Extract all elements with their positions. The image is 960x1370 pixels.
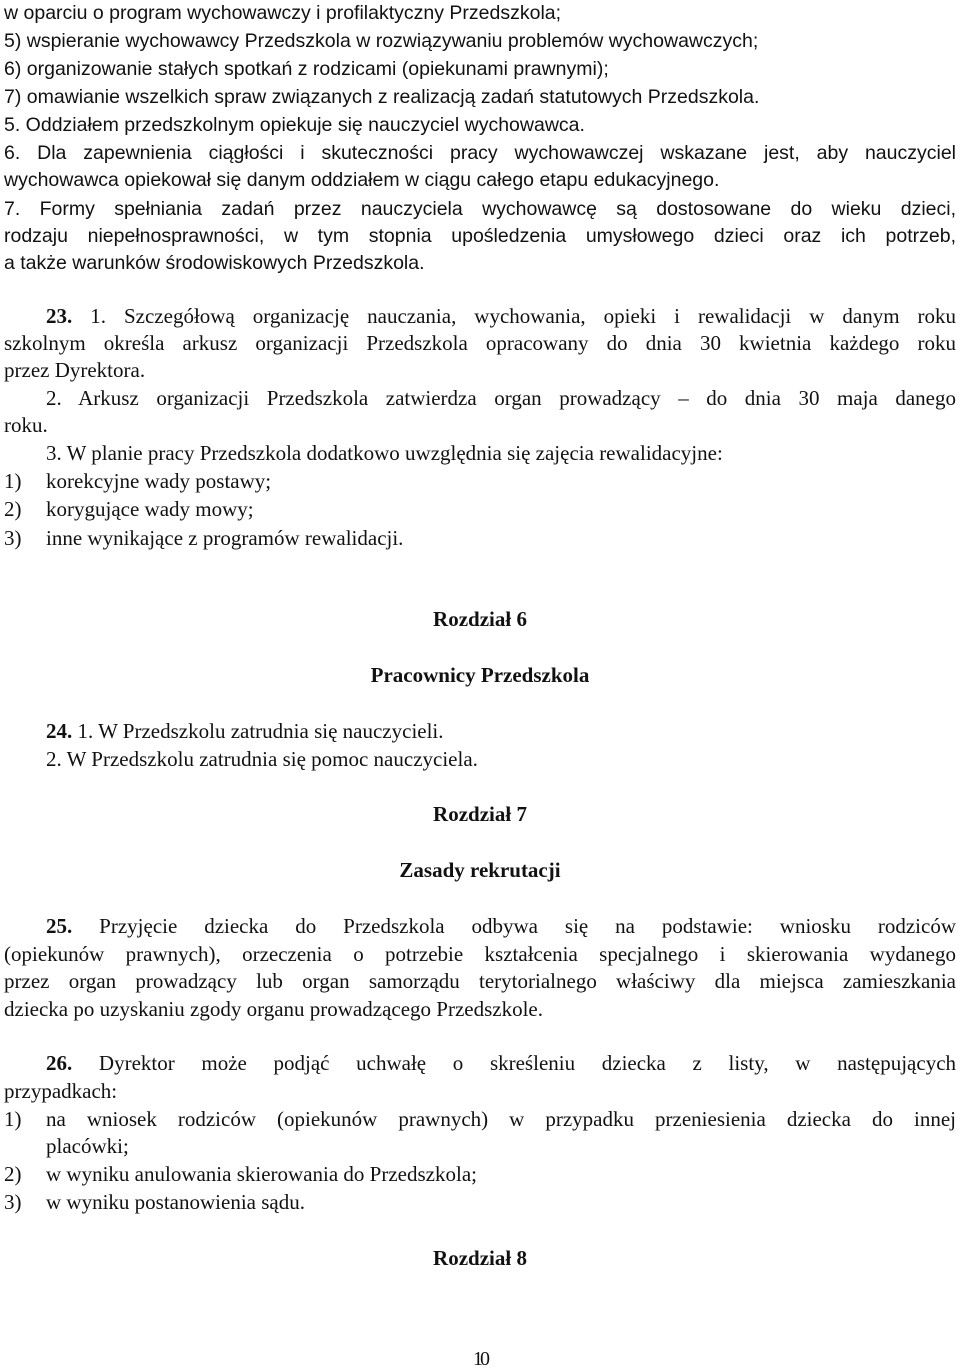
paragraph-text: Przyjęcie dziecka do Przedszkola odbywa się na podstawie: wniosku rodziców [99,914,956,938]
paragraph-23-line [4,385,956,411]
chapter-subtitle: Pracownicy Przedszkola [370,663,590,687]
list-item [4,1106,956,1132]
list-item [4,468,956,494]
paragraph-24-line [4,718,956,744]
paragraph-25-line: (opiekunów prawnych), orzeczenia o potrzebie kształcenia specjalnego i skierowania wydanego [4,942,956,966]
list-number: 2) [4,1162,22,1186]
text-line: 7. Formy spełniania zadań przez nauczyciela wychowawcę są dostosowane do wieku dzieci, [4,198,956,220]
text-line: 5. Oddziałem przedszkolnym opiekuje się nauczyciel wychowawca. [4,114,585,136]
paragraph-26-line [4,1050,956,1076]
paragraph-text: 3. W planie pracy Przedszkola dodatkowo uwzględnia się zajęcia rewalidacyjne: [46,441,723,465]
page-number: 10 [473,1348,487,1370]
paragraph-text: Dyrektor może podjąć uchwałę o skreśleniu dziecka z listy, w następujących [98,1051,957,1075]
paragraph-text: 1. Szczegółową organizację nauczania, wychowania, opieki i rewalidacji w danym roku [90,304,957,328]
list-text: korygujące wady mowy; [46,497,254,521]
list-number: 3) [4,526,22,550]
paragraph-23-line [4,440,956,466]
list-text: w wyniku postanowienia sądu. [46,1190,305,1214]
text-line: 6) organizowanie stałych spotkań z rodzicami (opiekunami prawnymi); [4,58,609,80]
list-item-continuation: placówki; [46,1134,129,1158]
paragraph-text: 2. W Przedszkolu zatrudnia się pomoc nauczyciela. [46,747,478,771]
paragraph-text: 1. W Przedszkolu zatrudnia się nauczycieli. [77,719,444,743]
paragraph-25-line: dziecka po uzyskaniu zgody organu prowadzącego Przedszkole. [4,997,543,1021]
text-line: rodzaju niepełnosprawności, w tym stopnia upośledzenia umysłowego dzieci oraz ich potrzeb, [4,225,956,247]
chapter-title: Rozdział 6 [433,607,527,631]
text-line: a także warunków środowiskowych Przedszkola. [4,252,425,274]
list-number: 3) [4,1190,22,1214]
list-text: korekcyjne wady postawy; [46,469,272,493]
text-line: 7) omawianie wszelkich spraw związanych z realizacją zadań statutowych Przedszkola. [4,86,760,108]
text-line: w oparciu o program wychowawczy i profilaktyczny Przedszkola; [4,2,562,24]
chapter-title: Rozdział 7 [433,802,527,826]
paragraph-23-line: szkolnym określa arkusz organizacji Przedszkola opracowany do dnia 30 kwietnia każdego roku [4,331,956,355]
chapter-title: Rozdział 8 [433,1246,527,1270]
list-item [4,1189,956,1215]
text-line: wychowawca opiekował się danym oddziałem w ciągu całego etapu edukacyjnego. [4,169,720,191]
paragraph-number: 26. [46,1051,73,1075]
list-item [4,496,956,522]
paragraph-number: 24. [46,719,73,743]
list-number: 1) [4,1107,22,1131]
chapter-subtitle: Zasady rekrutacji [399,858,561,882]
paragraph-number: 25. [46,914,73,938]
paragraph-text: 2. Arkusz organizacji Przedszkola zatwierdza organ prowadzący – do dnia 30 maja danego [46,386,956,410]
paragraph-23-line [4,303,956,329]
list-number: 2) [4,497,22,521]
list-text: inne wynikające z programów rewalidacji. [46,526,404,550]
list-item [4,1161,956,1187]
paragraph-24-line [4,746,956,772]
list-text: na wniosek rodziców (opiekunów prawnych) w przypadku przeniesienia dziecka do innej [46,1107,956,1131]
paragraph-26-line: przypadkach: [4,1079,118,1103]
paragraph-25-line [4,913,956,939]
paragraph-25-line: przez organ prowadzący lub organ samorządu terytorialnego właściwy dla miejsca zamieszkania [4,969,956,993]
list-item [4,525,956,551]
paragraph-number: 23. [46,304,73,328]
text-line: 6. Dla zapewnienia ciągłości i skuteczności pracy wychowawczej wskazane jest, aby nauczyciel [4,142,956,164]
list-text: w wyniku anulowania skierowania do Przedszkola; [46,1162,477,1186]
text-line: 5) wspieranie wychowawcy Przedszkola w rozwiązywaniu problemów wychowawczych; [4,30,759,52]
list-number: 1) [4,469,22,493]
paragraph-23-line: przez Dyrektora. [4,358,146,382]
paragraph-23-line: roku. [4,413,48,437]
